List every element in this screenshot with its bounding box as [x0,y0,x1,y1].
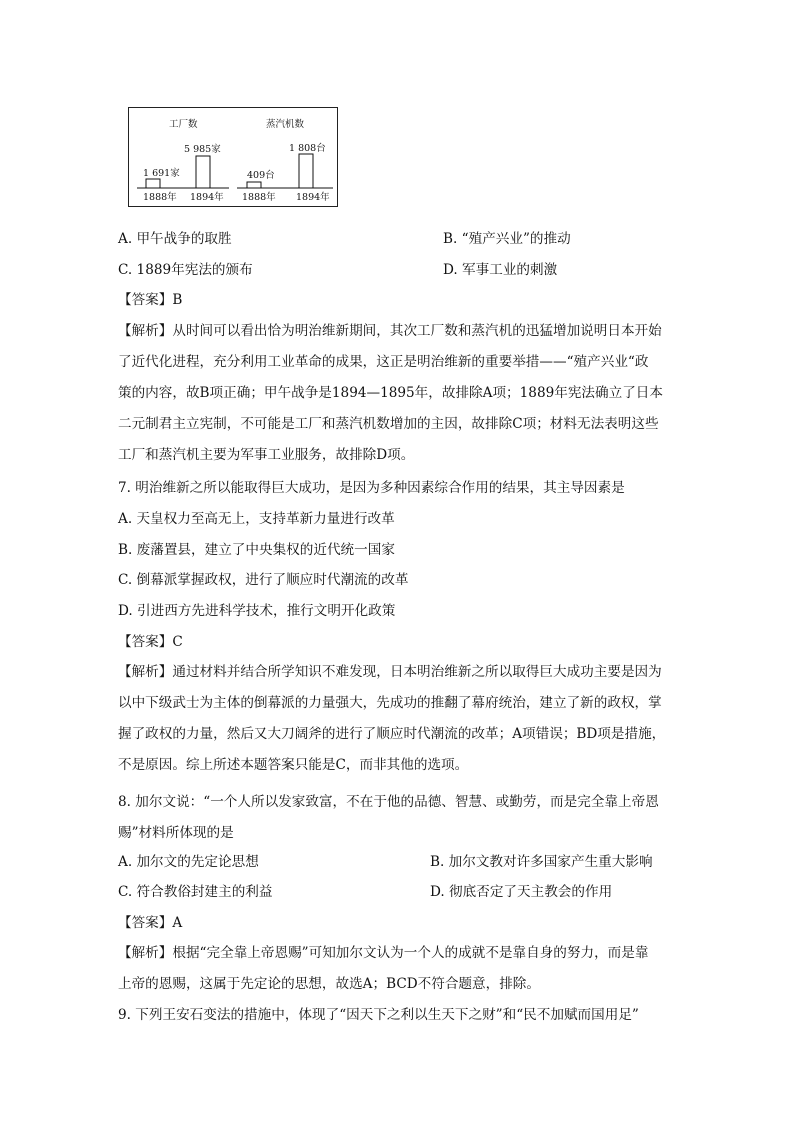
q8-analysis-line: 【解析】根据“完全靠上帝恩赐”可知加尔文认为一个人的成就不是靠自身的努力，而是靠 [118,945,649,961]
q6-option-d: D. 军事工业的刺激 [443,262,558,278]
q8-analysis [118,938,678,1000]
panel2-year-1894: 1894年 [296,192,330,203]
figure-svg [129,108,339,208]
q7-option-b: B. 废藩置县，建立了中央集权的近代统一国家 [118,542,395,558]
panel1-bar-1894 [196,156,210,188]
q8-answer: 【答案】A [118,915,183,931]
q8-stem [118,787,678,849]
panel2-year-1888: 1888年 [242,192,276,203]
q7-analysis-line: 以中下级武士为主体的倒幕派的力量强大，先成功的推翻了幕府统治，建立了新的政权，掌 [118,695,662,711]
q7-analysis [118,657,678,781]
panel2-bar-1888 [247,182,261,188]
q7-stem: 7. 明治维新之所以能取得巨大成功，是因为多种因素综合作用的结果，其主导因素是 [118,480,625,496]
q6-option-a: A. 甲午战争的取胜 [118,231,232,247]
q6-analysis-line: 了近代化进程，充分利用工业革命的成果，这正是明治维新的重要举措——“殖产兴业“政 [118,354,649,370]
panel1-bar-1888 [146,179,160,188]
q8-option-c: C. 符合教俗封建主的利益 [118,884,273,900]
q8-option-d: D. 彻底否定了天主教会的作用 [430,884,613,900]
q6-analysis-line: 二元制君主立宪制，不可能是工厂和蒸汽机数增加的主因，故排除C项；材料无法表明这些 [118,416,659,432]
panel1-year-1894: 1894年 [190,192,224,203]
q6-analysis-line: 策的内容，故B项正确；甲午战争是1894—1895年，故排除A项；1889年宪法确立了日本 [118,385,663,401]
q8-option-a: A. 加尔文的先定论思想 [118,854,259,870]
q6-analysis-line: 【解析】从时间可以看出恰为明治维新期间，其次工厂数和蒸汽机的迅猛增加说明日本开始 [118,323,662,339]
q8-stem-line: 赐”材料所体现的是 [118,825,234,841]
q7-answer: 【答案】C [118,634,183,650]
q6-option-b: B. “殖产兴业”的推动 [443,231,571,247]
panel1-label-1888: 1 691家 [143,168,180,179]
q7-option-c: C. 倒幕派掌握政权，进行了顺应时代潮流的改革 [118,572,409,588]
panel1-label-1894: 5 985家 [184,144,221,155]
q8-analysis-line: 上帝的恩赐，这属于先定论的思想，故选A；BCD不符合题意，排除。 [118,976,540,992]
q6-analysis-line: 工厂和蒸汽机主要为军事工业服务，故排除D项。 [118,447,415,463]
q6-answer: 【答案】B [118,292,183,308]
panel1-year-1888: 1888年 [143,192,177,203]
q6-analysis [118,316,678,471]
q6-option-c: C. 1889年宪法的颁布 [118,262,253,278]
panel2-label-1888: 409台 [247,170,275,181]
q9-stem: 9. 下列王安石变法的措施中，体现了“因天下之利以生天下之财”和“民不加赋而国用足” [118,1007,639,1023]
q7-option-d: D. 引进西方先进科学技术，推行文明开化政策 [118,603,396,619]
q8-stem-line: 8. 加尔文说：“一个人所以发家致富，不在于他的品德、智慧、或勤劳，而是完全靠上帝恩 [118,794,659,810]
q7-option-a: A. 天皇权力至高无上，支持革新力量进行改革 [118,511,395,527]
q8-option-b: B. 加尔文教对许多国家产生重大影响 [430,854,653,870]
q7-analysis-line: 握了政权的力量，然后又大刀阔斧的进行了顺应时代潮流的改革；A项错误；BD项是措施， [118,726,666,742]
panel2-bar-1894 [299,154,313,188]
q7-analysis-line: 【解析】通过材料并结合所学知识不难发现，日本明治维新之所以取得巨大成功主要是因为 [118,664,662,680]
bar-figure [128,107,338,207]
panel2-title: 蒸汽机数 [266,119,305,130]
q7-analysis-line: 不是原因。综上所述本题答案只能是C，而非其他的选项。 [118,757,469,773]
panel1-title: 工厂数 [169,119,198,130]
panel2-label-1894: 1 808台 [289,143,326,154]
